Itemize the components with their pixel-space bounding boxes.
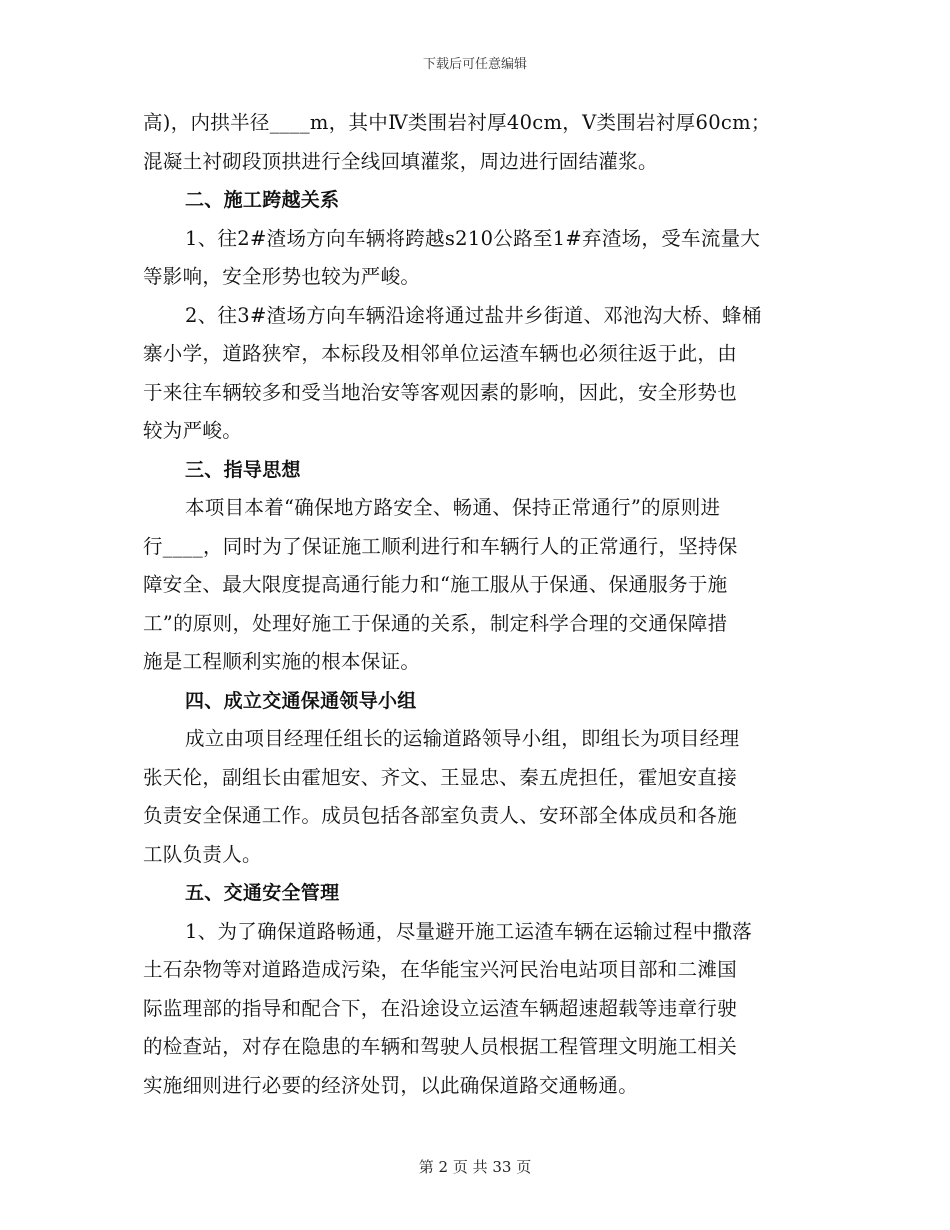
header-note: 下载后可任意编辑 [422,57,527,72]
text-line: 障安全、最大限度提高通行能力和“施工服从于保通、保通服务于施 [143,573,728,596]
text-line: 1、往2#渣场方向车辆将跨越s210公路至1#弃渣场，受车流量大 [185,226,761,250]
text-line: 施是工程顺利实施的根本保证。 [143,650,421,673]
text-line: 较为严峻。 [143,419,243,442]
text-line: 混凝土衬砌段顶拱进行全线回填灌浆，周边进行固结灌浆。 [143,149,658,173]
section-heading: 四、成立交通保通领导小组 [185,689,417,712]
text-line: 工”的原则，处理好施工于保通的关系，制定科学合理的交通保障措 [143,611,728,635]
text-line: 1、为了确保道路畅通，尽量避开施工运渣车辆在运输过程中撒落 [185,919,753,943]
text-line: 张天伦，副组长由霍旭安、齐文、王显忠、秦五虎担任，霍旭安直接 [143,765,738,789]
text-line: 成立由项目经理任组长的运输道路领导小组，即组长为项目经理 [185,727,740,750]
text-line: 际监理部的指导和配合下，在沿途设立运渣车辆超速超载等违章行驶 [143,996,738,1020]
text-line: 于来往车辆较多和受当地治安等客观因素的影响，因此，安全形势也 [143,380,738,404]
text-line: 负责安全保通工作。成员包括各部室负责人、安环部全体成员和各施 [143,804,738,827]
section-heading: 二、施工跨越关系 [185,189,340,211]
text-line: 土石杂物等对道路造成污染，在华能宝兴河民治电站项目部和二滩国 [143,958,738,981]
text-line: 2、往3#渣场方向车辆沿途将通过盐井乡街道、邓池沟大桥、蜂桶 [185,303,762,327]
document-body [143,104,811,1105]
page-number: 第 2 页 共 33 页 [418,1158,532,1176]
text-line: 高)，内拱半径____m，其中Ⅳ类围岩衬厚40cm，Ⅴ类围岩衬厚60cm； [143,111,771,134]
text-line: 行____，同时为了保证施工顺利进行和车辆行人的正常通行，坚持保 [143,534,738,558]
text-line: 工队负责人。 [143,842,262,866]
section-heading: 三、指导思想 [185,458,301,481]
text-line: 本项目本着“确保地方路安全、畅通、保持正常通行”的原则进 [185,496,721,519]
text-line: 等影响，安全形势也较为严峻。 [143,265,421,288]
text-line: 实施细则进行必要的经济处罚，以此确保道路交通畅通。 [143,1073,639,1097]
text-line: 寨小学，道路狭窄，本标段及相邻单位运渣车辆也必须往返于此，由 [143,342,738,365]
section-heading: 五、交通安全管理 [185,882,340,904]
text-line: 的检查站，对存在隐患的车辆和驾驶人员根据工程管理文明施工相关 [143,1035,738,1058]
